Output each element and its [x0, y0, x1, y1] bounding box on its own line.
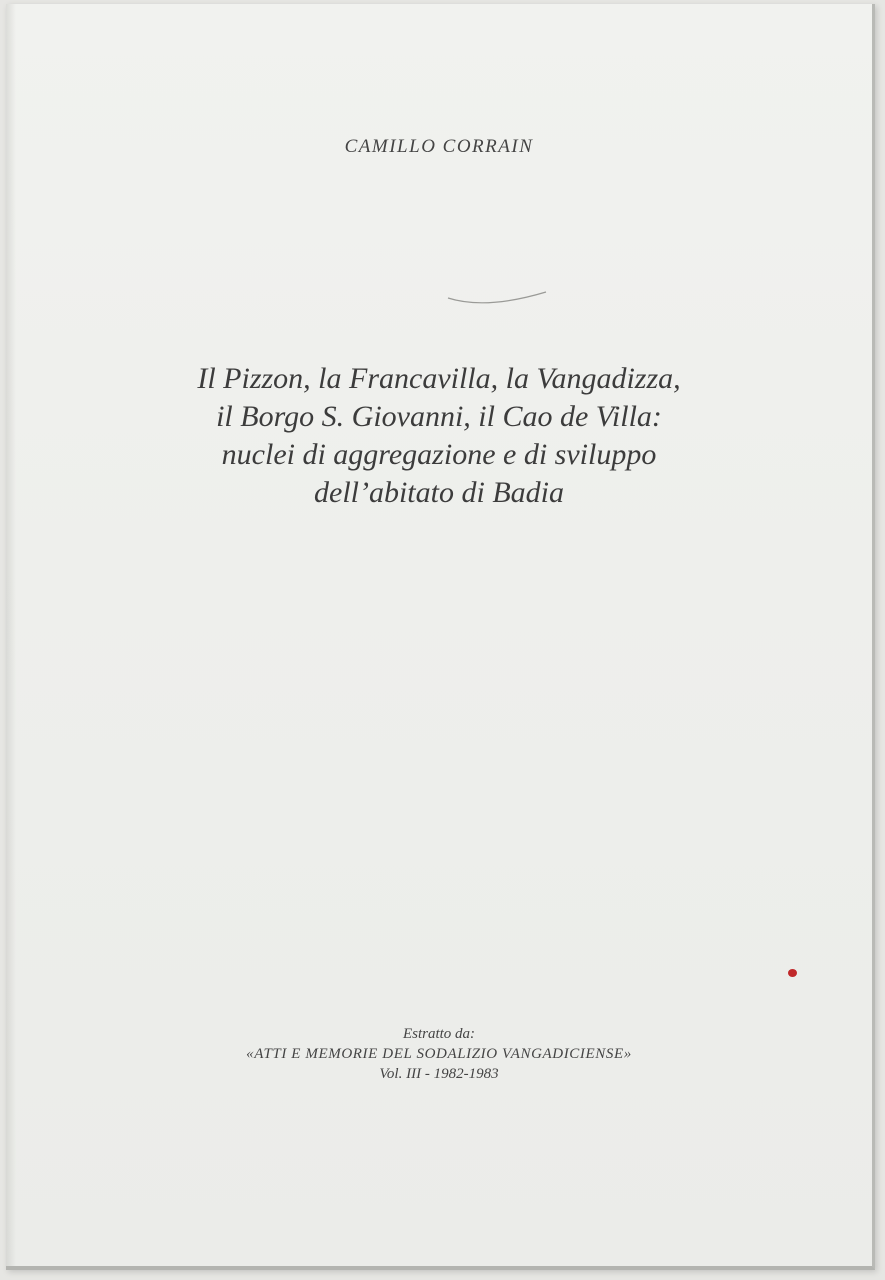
title-line-3: nuclei di aggregazione e di sviluppo	[221, 438, 657, 471]
title-line-4: dell’abitato di Badia	[314, 476, 564, 509]
paper-crease	[446, 284, 556, 312]
title-line-2: il Borgo S. Giovanni, il Cao de Villa:	[216, 400, 662, 433]
book-title	[6, 360, 872, 512]
source-note	[6, 1024, 872, 1084]
author-name: CAMILLO CORRAIN	[344, 136, 534, 157]
title-line-1: Il Pizzon, la Francavilla, la Vangadizza,	[197, 362, 681, 395]
book-cover	[6, 4, 875, 1270]
source-label: Estratto da:	[402, 1026, 476, 1042]
stain-mark	[788, 969, 797, 977]
source-journal: «ATTI E MEMORIE DEL SODALIZIO VANGADICIENSE»	[246, 1046, 632, 1062]
source-volume: Vol. III - 1982-1983	[379, 1066, 499, 1082]
